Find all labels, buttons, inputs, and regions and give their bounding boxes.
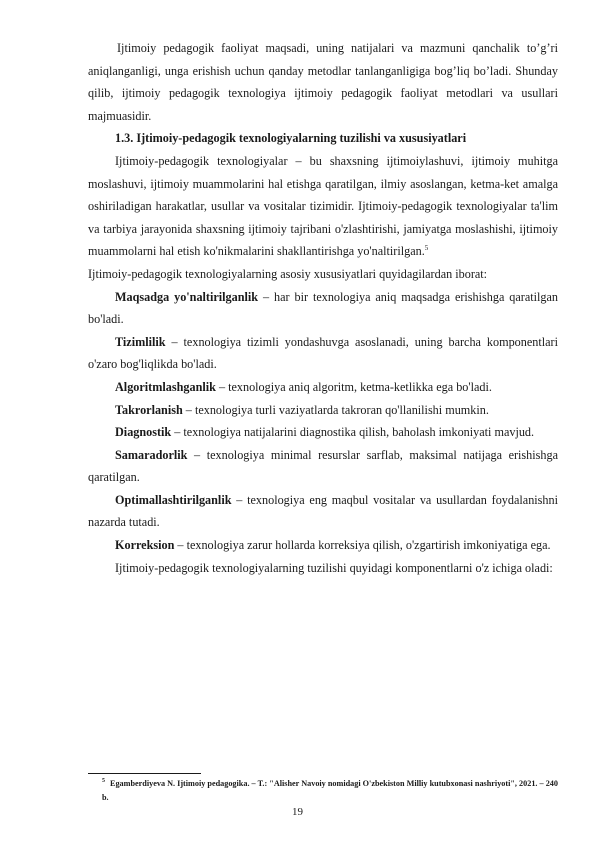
paragraph-features-intro: Ijtimoiy-pedagogik texnologiyalarning asosiy xususiyatlari quyidagilardan iborat: [88,266,488,281]
feature-term: Diagnostik [115,425,172,440]
feature-item [88,534,558,557]
feature-item [88,376,558,399]
feature-item [88,399,558,422]
feature-term: Korreksion [115,538,175,553]
paragraph-intro: Ijtimoiy pedagogik faoliyat maqsadi, uning natijalari va mazmuni qanchalik to’g’ri aniqlanganligi, unga erishish uchun qanday metodlar tanlanganligiga bog’liq bo’ladi. Shunday qilib, ijtimoiy pedagogik texnologiya ijtimoiy pedagogik faoliyat metodlari va usullari majmuasidir. [88,41,558,123]
footnote [102,777,558,805]
feature-description: – texnologiya zarur hollarda korreksiya qilish, o'zgartirish imkoniyatiga ega. [174,538,551,553]
feature-term: Takrorlanish [115,402,183,417]
body-text [88,37,558,579]
footnote-number: 5 [102,778,105,785]
page-number: 19 [292,806,303,818]
footnote-text: Egamberdiyeva N. Ijtimoiy pedagogika. – T.: "Alisher Navoiy nomidagi O'zbekiston Milliy kutubxonasi nashriyoti", 2021. – 240 b. [102,779,558,802]
feature-description: – texnologiya turli vaziyatlarda takroran qo'llanilishi mumkin. [182,402,489,417]
feature-item [88,286,558,331]
feature-term: Samaradorlik [115,447,188,462]
feature-description: – har bir texnologiya aniq maqsadga erishishga qaratilgan bo'ladi. [88,289,559,327]
paragraph-definition [88,150,558,263]
feature-description: – texnologiya natijalarini diagnostika qilish, baholash imkoniyati mavjud. [171,425,535,440]
feature-term: Algoritmlashganlik [115,379,216,394]
feature-item [88,444,558,489]
feature-item [88,331,558,376]
feature-item [88,421,558,444]
feature-term: Tizimlilik [115,334,166,349]
paragraph-structure-intro: Ijtimoiy-pedagogik texnologiyalarning tuzilishi quyidagi komponentlarni o'z ichiga oladi: [115,560,553,575]
feature-term: Maqsadga yo'naltirilganlik [115,289,259,304]
feature-description: – texnologiya tizimli yondashuvga asoslanadi, uning barcha komponentlari o'zaro bog'liqlikda bo'ladi. [88,334,558,372]
section-heading: 1.3. Ijtimoiy-pedagogik texnologiyalarning tuzilishi va xususiyatlari [115,131,467,146]
footnote-divider [88,773,201,774]
footnote-reference[interactable]: 5 [424,244,429,253]
feature-description: – texnologiya eng maqbul vositalar va usullardan foydalanishni nazarda tutadi. [88,492,558,530]
paragraph-definition-text: Ijtimoiy-pedagogik texnologiyalar – bu shaxsning ijtimoiylashuvi, ijtimoiy muhitga moslashuvi, ijtimoiy muammolarini hal etishga qaratilgan, ilmiy asoslangan, ketma-ket amalga oshiriladigan harakatlar, usullar va vositalar tizimidir. Ijtimoiy-pedagogik texnologiyalar ta'lim va tarbiya jarayonida shaxsning ijtimoiy tajribani o'zlashtirishi, jamiyatga moslashishi, ijtimoiy muammolarni hal etish ko'nikmalarini shakllantirishga yo'naltirilgan. [88,153,558,259]
feature-item [88,489,558,534]
feature-term: Optimallashtirilganlik [115,492,232,507]
feature-description: – texnologiya minimal resurslar sarflab, maksimal natijaga erishishga qaratilgan. [88,447,558,485]
feature-description: – texnologiya aniq algoritm, ketma-ketlikka ega bo'ladi. [215,379,492,394]
